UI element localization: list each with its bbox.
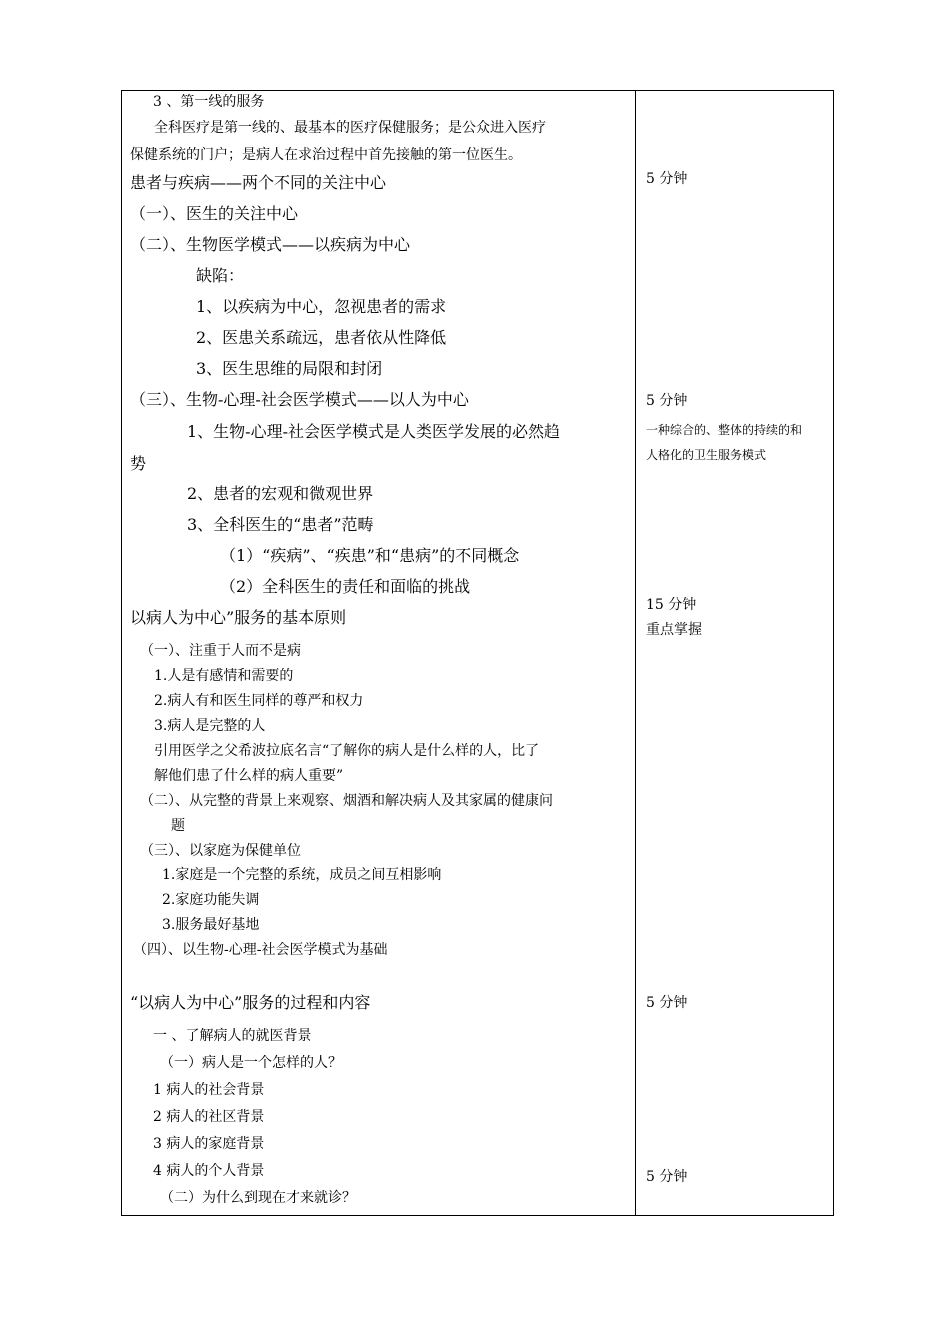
left-line: （一）、医生的关注中心 — [130, 204, 299, 223]
time-note: 5 分钟 — [646, 995, 688, 1011]
left-line: 保健系统的门户；是病人在求治过程中首先接触的第一位医生。 — [130, 147, 522, 163]
time-note: 15 分钟 — [646, 597, 697, 613]
left-line: 1 病人的社会背景 — [153, 1082, 265, 1098]
left-line: （三）、生物-心理-社会医学模式——以人为中心 — [130, 390, 469, 409]
left-line: 2、医患关系疏远，患者依从性降低 — [196, 328, 447, 347]
left-line: 一 、了解病人的就医背景 — [153, 1028, 312, 1044]
time-note: 5 分钟 — [646, 393, 688, 409]
left-heading: 以病人为中心”服务的基本原则 — [130, 608, 347, 627]
left-line: （三）、以家庭为保健单位 — [140, 843, 301, 859]
left-line: 引用医学之父希波拉底名言“了解你的病人是什么样的人，比了 — [154, 743, 540, 759]
left-line: （二）为什么到现在才来就诊？ — [160, 1190, 356, 1206]
left-line: 2.病人有和医生同样的尊严和权力 — [154, 693, 364, 709]
left-line: 势 — [130, 454, 147, 473]
left-line: 3、医生思维的局限和封闭 — [196, 359, 383, 378]
left-line: （2）全科医生的责任和面临的挑战 — [220, 577, 471, 596]
left-line: 1.家庭是一个完整的系统，成员之间互相影响 — [162, 867, 442, 883]
left-line: （一）、注重于人而不是病 — [140, 643, 301, 659]
left-line: 1、生物-心理-社会医学模式是人类医学发展的必然趋 — [187, 422, 560, 441]
left-line: 3 、第一线的服务 — [153, 94, 265, 110]
left-heading: “以病人为中心”服务的过程和内容 — [130, 993, 371, 1012]
time-note: 5 分钟 — [646, 1169, 688, 1185]
left-heading: 患者与疾病——两个不同的关注中心 — [130, 173, 387, 192]
left-line: 3 病人的家庭背景 — [153, 1136, 265, 1152]
remark: 一种综合的、整体的持续的和 — [646, 423, 803, 437]
left-line: （二）、生物医学模式——以疾病为中心 — [130, 235, 411, 254]
left-line: （二）、从完整的背景上来观察、烟酒和解决病人及其家属的健康问 — [140, 793, 553, 809]
left-line: 4 病人的个人背景 — [153, 1163, 265, 1179]
left-line: 1.人是有感情和需要的 — [154, 668, 294, 684]
remark: 重点掌握 — [646, 622, 702, 638]
left-line: 2 病人的社区背景 — [153, 1109, 265, 1125]
left-line: （1）“疾病”、“疾患”和“患病”的不同概念 — [220, 546, 520, 565]
left-line: 3、全科医生的“患者”范畴 — [187, 515, 374, 534]
left-line: 解他们患了什么样的病人重要” — [154, 768, 344, 784]
column-divider — [635, 90, 636, 1216]
left-line: 1、以疾病为中心，忽视患者的需求 — [196, 297, 447, 316]
left-line: （一）病人是一个怎样的人？ — [160, 1055, 342, 1071]
remark: 人格化的卫生服务模式 — [646, 448, 767, 462]
left-line: （四）、以生物-心理-社会医学模式为基础 — [133, 942, 388, 958]
left-line: 2、患者的宏观和微观世界 — [187, 484, 374, 503]
left-line: 3.病人是完整的人 — [154, 718, 266, 734]
left-line: 2.家庭功能失调 — [162, 892, 260, 908]
left-line: 全科医疗是第一线的、最基本的医疗保健服务；是公众进入医疗 — [154, 120, 546, 136]
left-line: 3.服务最好基地 — [162, 917, 260, 933]
left-line: 题 — [171, 818, 185, 834]
left-line: 缺陷： — [196, 266, 245, 285]
time-note: 5 分钟 — [646, 171, 688, 187]
